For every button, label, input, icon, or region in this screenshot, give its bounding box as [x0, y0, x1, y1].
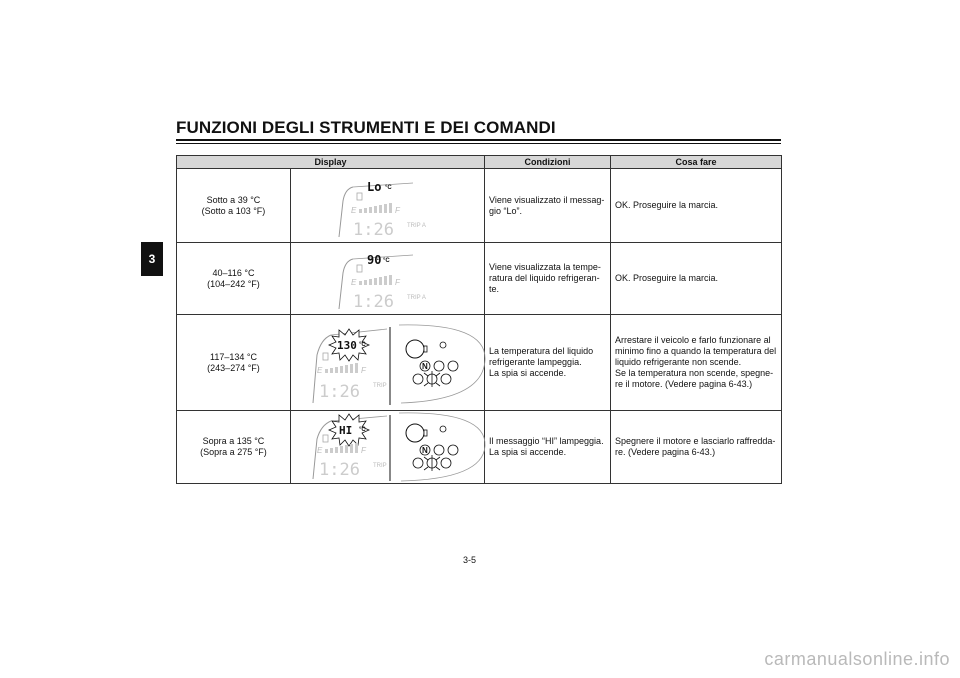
page-number: 3-5: [463, 555, 477, 565]
warning-lights-cluster: [413, 361, 458, 384]
page-title: FUNZIONI DEGLI STRUMENTI E DEI COMANDI: [176, 118, 556, 137]
indicator-lamp-icon: [406, 340, 446, 358]
table-row: [177, 169, 782, 243]
svg-text:1:26: 1:26: [319, 382, 360, 402]
header-cosa-fare: Cosa fare: [611, 156, 782, 169]
svg-text:°C: °C: [359, 342, 366, 348]
temp-range-cell: 40–116 °C (104–242 °F): [177, 243, 291, 315]
display-illustration: [291, 411, 485, 484]
fuel-gauge-bars: [325, 443, 358, 453]
svg-text:E: E: [317, 366, 323, 375]
svg-text:HI: HI: [339, 424, 353, 437]
svg-text:F: F: [395, 278, 400, 287]
condition-cell: Il messaggio “HI” lampeggia. La spia si accende.: [485, 411, 611, 484]
svg-text:E: E: [351, 206, 357, 215]
fuel-gauge-bars: [359, 203, 392, 213]
svg-text:1:26: 1:26: [353, 220, 394, 240]
table-row: [177, 315, 782, 411]
condition-cell: Viene visualizzata la tempe- ratura del liquido refrigeran- te.: [485, 243, 611, 315]
svg-text:90: 90: [367, 253, 382, 267]
coolant-temperature-table: [176, 155, 782, 484]
action-cell: OK. Proseguire la marcia.: [611, 169, 782, 243]
table-row: [177, 411, 782, 484]
fuel-pump-icon: [323, 353, 328, 360]
fuel-gauge-bars: [359, 275, 392, 285]
table-header-row: [177, 156, 782, 169]
header-display: Display: [177, 156, 485, 169]
fuel-pump-icon: [357, 193, 362, 200]
svg-text:E: E: [317, 446, 323, 455]
svg-text:TRIP: TRIP: [373, 463, 387, 469]
svg-text:°C: °C: [383, 258, 390, 264]
svg-text:TRIP: TRIP: [373, 383, 387, 389]
temp-range-cell: 117–134 °C (243–274 °F): [177, 315, 291, 411]
svg-text:1:26: 1:26: [319, 460, 360, 480]
display-illustration: [291, 169, 485, 243]
chapter-tab: 3: [141, 242, 163, 276]
svg-text:°C: °C: [359, 427, 366, 433]
display-illustration: [291, 315, 485, 411]
fuel-pump-icon: [357, 265, 362, 272]
svg-text:F: F: [361, 366, 366, 375]
indicator-lamp-icon: [406, 424, 446, 442]
title-rule: [176, 139, 781, 141]
svg-text:F: F: [361, 446, 366, 455]
temp-range-cell: Sotto a 39 °C (Sotto a 103 °F): [177, 169, 291, 243]
svg-text:N: N: [422, 446, 428, 455]
condition-cell: Viene visualizzato il messag- gio “Lo”.: [485, 169, 611, 243]
action-cell: Arrestare il veicolo e farlo funzionare al minimo fino a quando la temperatura del liquido refrigerante non scende. Se la temperatura non scende, spegne- re il motore. (Vedere pagina 6-43.): [611, 315, 782, 411]
watermark: carmanualsonline.info: [764, 649, 950, 669]
svg-text:1:26: 1:26: [353, 292, 394, 312]
svg-text:F: F: [395, 206, 400, 215]
action-cell: OK. Proseguire la marcia.: [611, 243, 782, 315]
header-condizioni: Condizioni: [485, 156, 611, 169]
svg-text:E: E: [351, 278, 357, 287]
warning-lights-cluster: [413, 445, 458, 468]
svg-text:TRIP A: TRIP A: [407, 223, 426, 229]
svg-text:N: N: [422, 362, 428, 371]
title-rule-thin: [176, 143, 781, 144]
fuel-pump-icon: [323, 435, 328, 442]
fuel-gauge-bars: [325, 363, 358, 373]
display-illustration: [291, 243, 485, 315]
temp-range-cell: Sopra a 135 °C (Sopra a 275 °F): [177, 411, 291, 484]
svg-text:Lo: Lo: [367, 180, 382, 194]
coolant-warning-icon: [424, 455, 440, 471]
svg-text:TRIP A: TRIP A: [407, 295, 426, 301]
coolant-warning-icon: [424, 371, 440, 387]
svg-text:130: 130: [337, 339, 357, 352]
table-row: [177, 243, 782, 315]
condition-cell: La temperatura del liquido refrigerante lampeggia. La spia si accende.: [485, 315, 611, 411]
action-cell: Spegnere il motore e lasciarlo raffredda- re. (Vedere pagina 6-43.): [611, 411, 782, 484]
svg-text:°C: °C: [385, 185, 392, 191]
